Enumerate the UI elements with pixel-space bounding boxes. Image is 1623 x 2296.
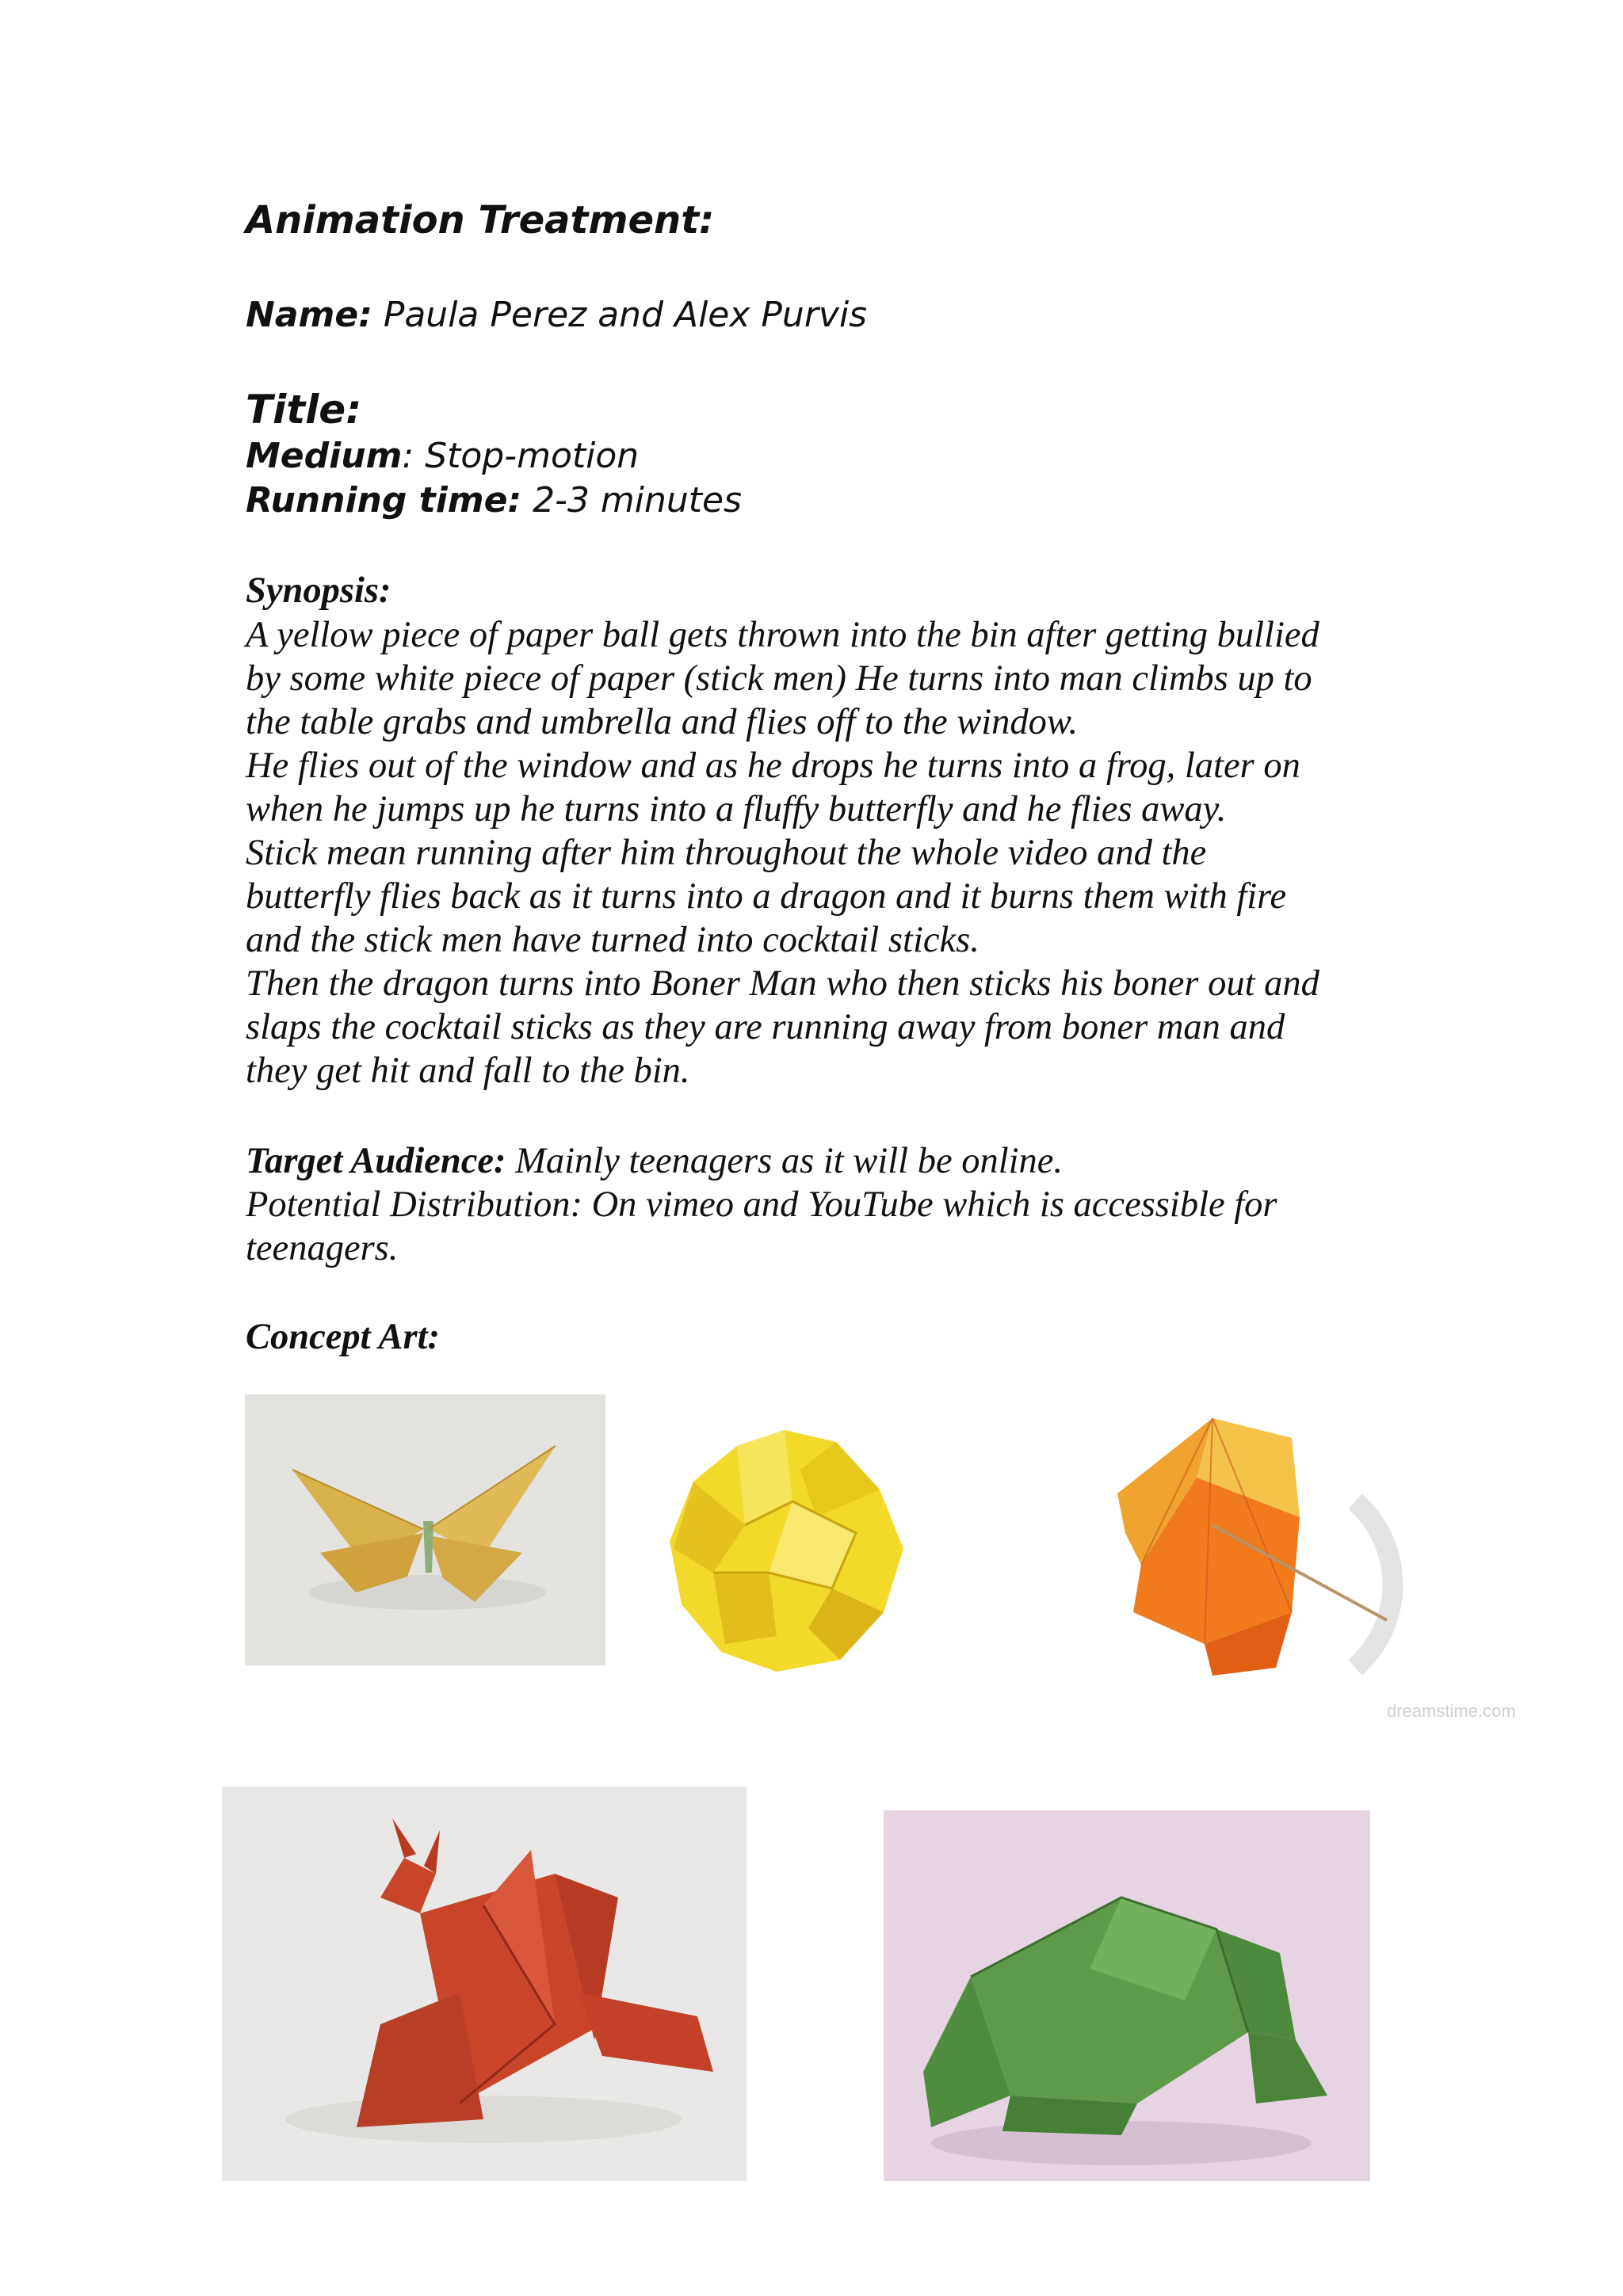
title-label: Title: — [246, 387, 362, 433]
name-line — [246, 295, 867, 335]
origami-butterfly-illustration — [245, 1394, 605, 1665]
synopsis-line: butterfly flies back as it turns into a dragon and it burns them with fire — [246, 876, 1287, 917]
name-value: Paula Perez and Alex Purvis — [383, 295, 868, 335]
name-label: Name: — [246, 295, 372, 335]
origami-frog-illustration — [884, 1810, 1370, 2181]
butterfly-image — [245, 1394, 605, 1665]
target-audience-value: Mainly teenagers as it will be online. — [515, 1141, 1064, 1181]
dragon-image — [222, 1787, 747, 2181]
medium-line — [246, 436, 639, 476]
synopsis-line: A yellow piece of paper ball gets thrown into the bin after getting bullied — [246, 615, 1319, 655]
cocktail-umbrella-illustration — [1094, 1406, 1516, 1721]
paper-ball-image — [650, 1414, 919, 1684]
target-audience-label: Target Audience: — [246, 1141, 506, 1181]
distribution-line: Potential Distribution: On vimeo and YouTube which is accessible for — [246, 1184, 1277, 1225]
distribution-line-2: teenagers. — [246, 1228, 399, 1268]
synopsis-line: by some white piece of paper (stick men) He turns into man climbs up to — [246, 658, 1312, 699]
running-time-line — [246, 480, 742, 521]
concept-art-label: Concept Art: — [246, 1317, 440, 1357]
crumpled-paper-ball-illustration — [650, 1414, 919, 1684]
frog-image — [884, 1810, 1370, 2181]
medium-label: Medium — [246, 436, 403, 476]
medium-value: : Stop-motion — [402, 436, 640, 476]
synopsis-line: He flies out of the window and as he drops he turns into a frog, later on — [246, 746, 1300, 786]
synopsis-line: Stick mean running after him throughout the whole video and the — [246, 833, 1207, 873]
synopsis-line: they get hit and fall to the bin. — [246, 1051, 690, 1091]
synopsis-line: Then the dragon turns into Boner Man who then sticks his boner out and — [246, 963, 1319, 1004]
synopsis-line: slaps the cocktail sticks as they are running away from boner man and — [246, 1007, 1285, 1047]
origami-dragon-illustration — [222, 1787, 747, 2181]
synopsis-line: and the stick men have turned into cocktail sticks. — [246, 920, 980, 960]
running-time-label: Running time: — [246, 480, 522, 521]
watermark-text: dreamstime.com — [1387, 1701, 1516, 1721]
synopsis-label: Synopsis: — [246, 570, 391, 611]
target-audience-line — [246, 1139, 1063, 1183]
synopsis-line: the table grabs and umbrella and flies off to the window. — [246, 702, 1079, 742]
running-time-value: 2-3 minutes — [533, 480, 743, 521]
synopsis-line: when he jumps up he turns into a fluffy butterfly and he flies away. — [246, 789, 1227, 830]
umbrella-image — [1094, 1406, 1516, 1721]
document-heading: Animation Treatment: — [246, 198, 715, 242]
synopsis-text — [246, 613, 1387, 1093]
